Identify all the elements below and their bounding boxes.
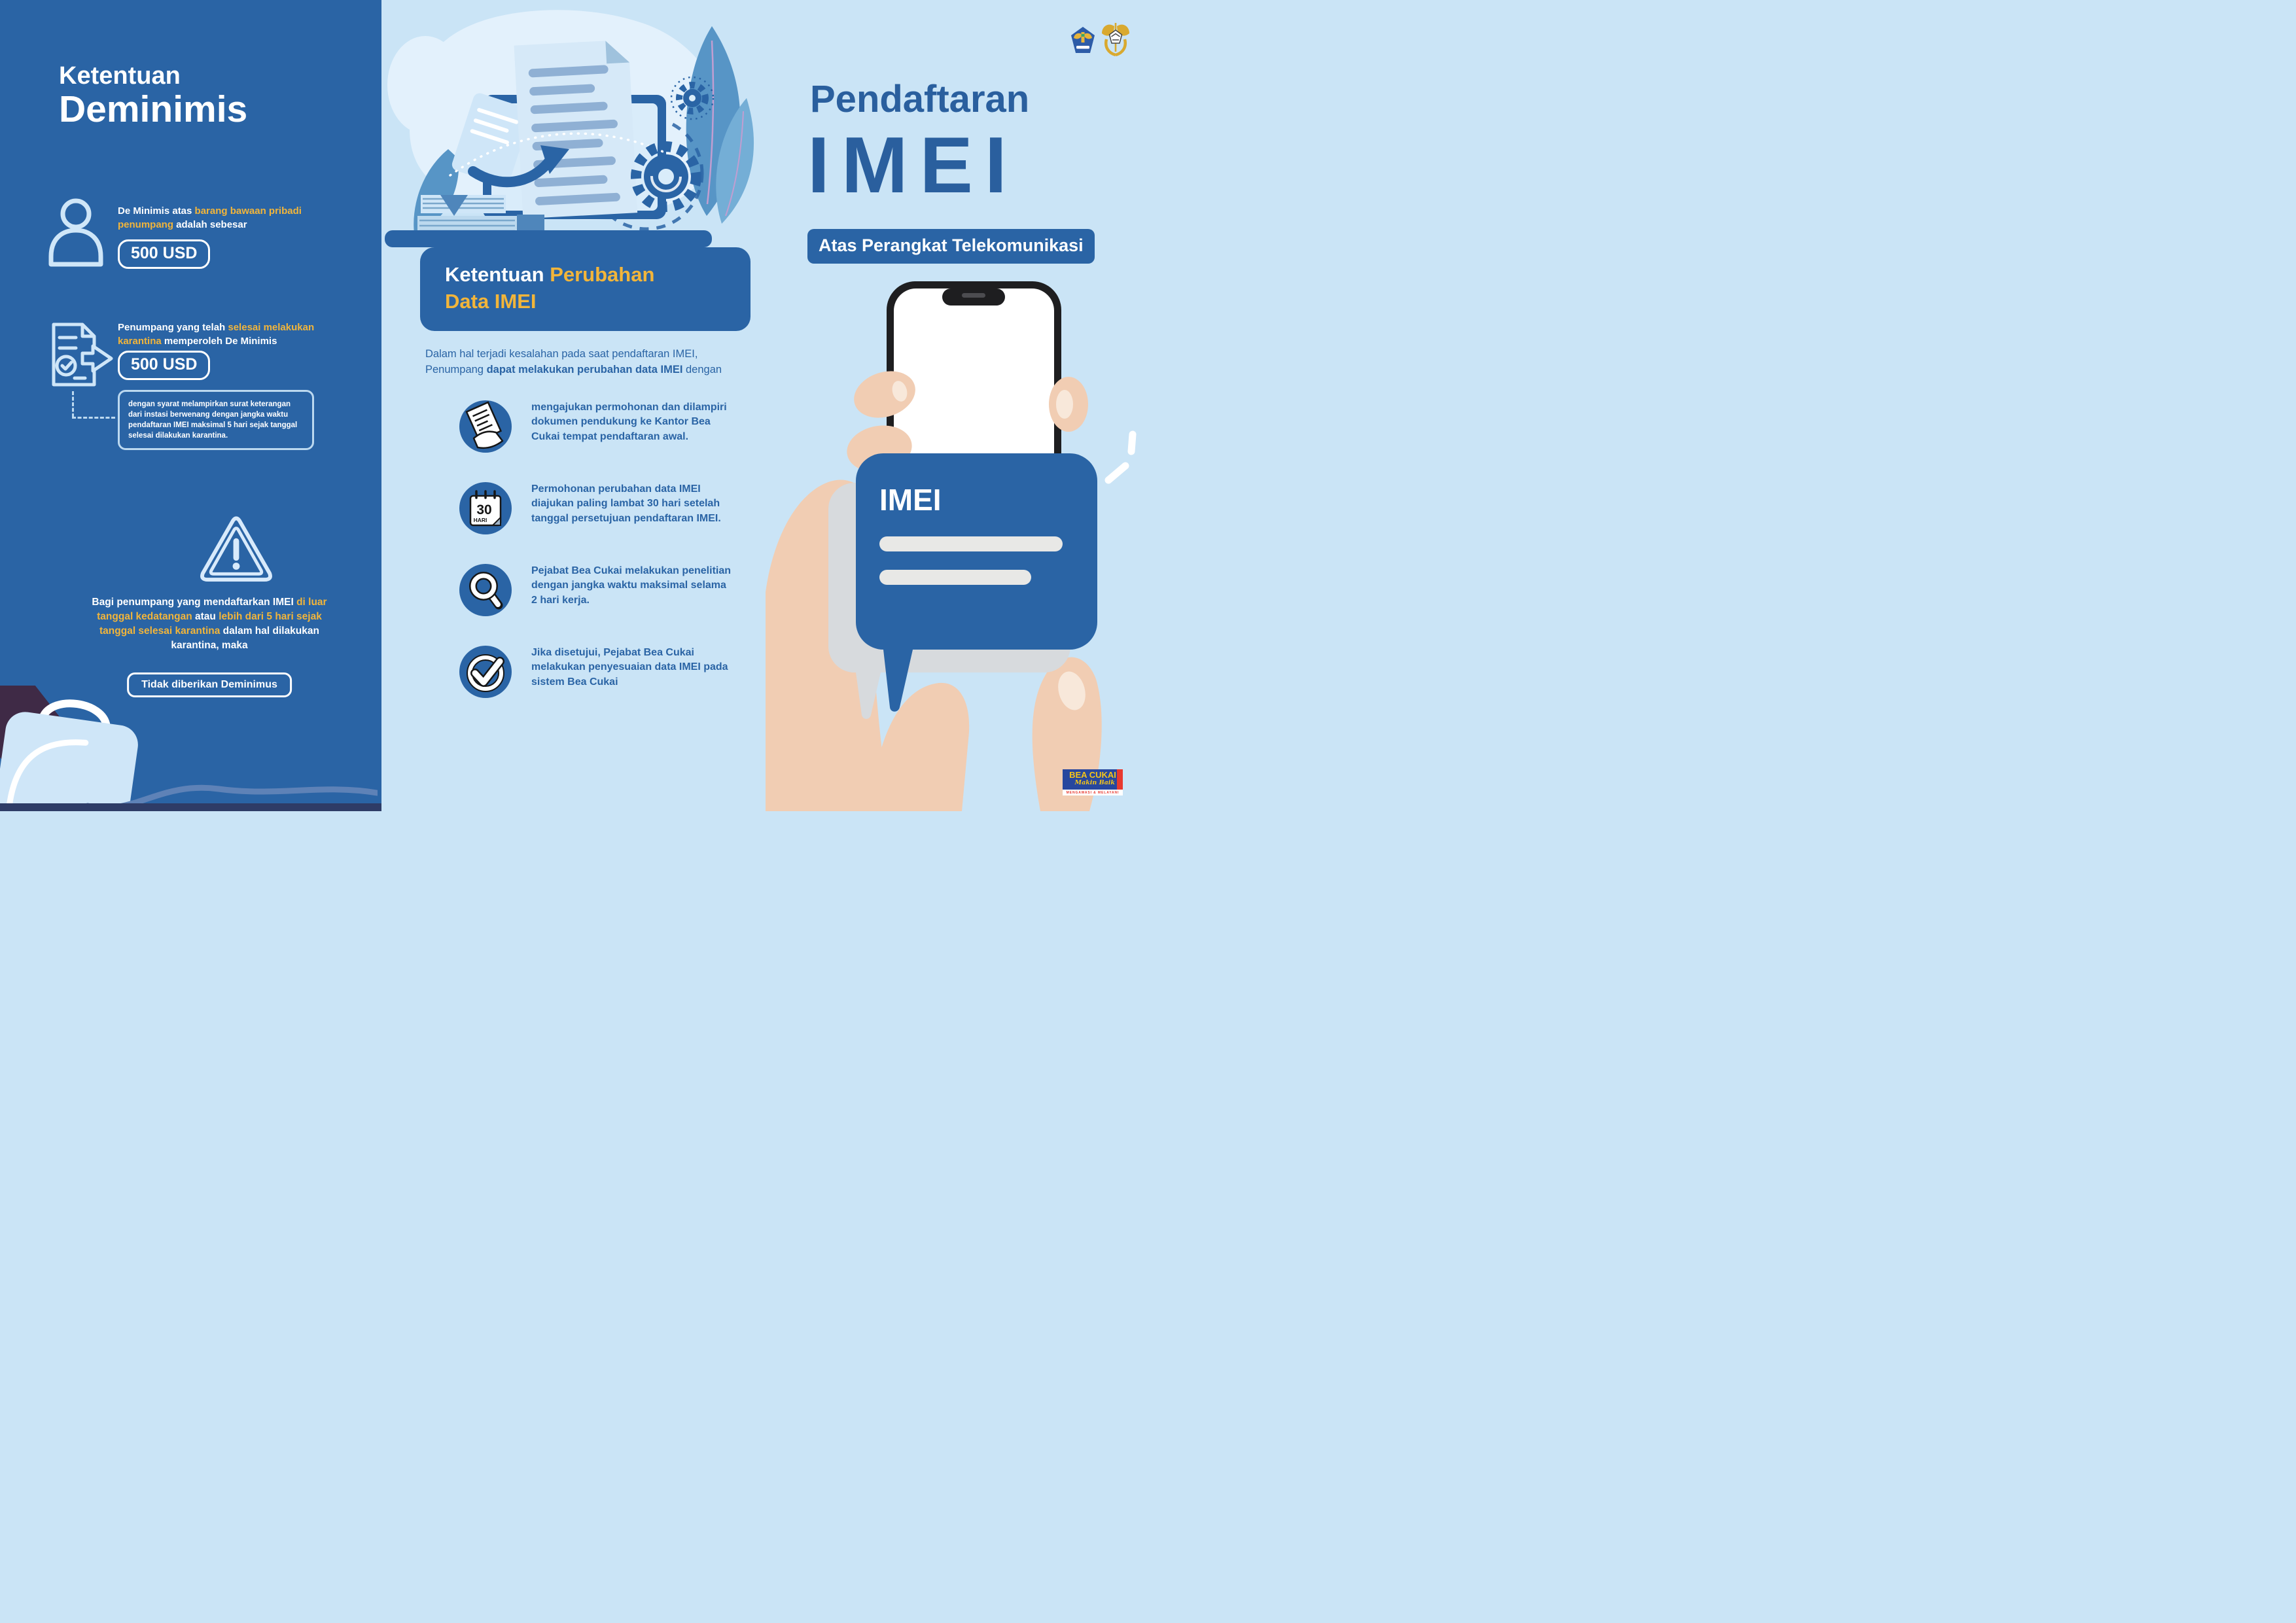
karantina-note-box: dengan syarat melampirkan surat keterangan dari instasi berwenang dengan jangka waktu pendaftaran IMEI maksimal 5 hari sejak tanggal selesai dilakukan karantina.	[118, 390, 314, 450]
calendar-number: 30	[476, 502, 492, 517]
document-hand-icon	[457, 398, 514, 455]
warning-text-part: atau	[192, 611, 219, 622]
mid-title-box	[420, 247, 751, 331]
check-icon	[457, 643, 514, 701]
mid-intro-paragraph	[425, 347, 738, 378]
item1-text-part: De Minimis atas	[118, 205, 195, 217]
mid-title-white: Ketentuan	[445, 263, 550, 286]
step-text: Jika disetujui, Pejabat Bea Cukai melakukan penyesuaian data IMEI pada sistem Bea Cukai	[531, 647, 728, 688]
mid-intro-part: Dalam hal terjadi kesalahan pada saat pendaftaran IMEI, Penumpang	[425, 348, 698, 375]
step-penelitian	[457, 561, 751, 619]
bubble-text-line	[879, 570, 1031, 585]
step-text: Permohonan perubahan data IMEI diajukan paling lambat 30 hari setelah tanggal persetujuan pendaftaran IMEI.	[531, 483, 721, 524]
item1-text-part: adalah sebesar	[173, 219, 247, 230]
mid-title-yellow: Perubahan	[550, 263, 655, 286]
phone-hand-illustration	[766, 280, 1148, 811]
warning-paragraph	[85, 595, 334, 653]
right-subtitle-badge: Atas Perangkat Telekomunikasi	[807, 229, 1095, 264]
bea-cukai-logo-tagline: Makin Baik	[1074, 779, 1115, 786]
step-penyesuaian	[457, 643, 751, 701]
deminimis-amount-badge: 500 USD	[118, 239, 210, 269]
step-permohonan	[457, 398, 751, 455]
bea-cukai-crest-logo	[1101, 22, 1131, 56]
karantina-amount-badge: 500 USD	[118, 351, 210, 380]
bea-cukai-footer-logo	[1063, 769, 1123, 795]
kemenkeu-logo	[1070, 26, 1095, 54]
left-title-line2: Deminimis	[59, 88, 248, 131]
left-panel-deminimis	[0, 0, 381, 811]
mid-intro-part: dengan	[682, 363, 722, 375]
warning-text-part: dalam hal dilakukan karantina, maka	[171, 625, 319, 651]
bea-cukai-logo-motto: MENGAWASI & MELAYANI	[1063, 790, 1123, 795]
calendar-label: HARI	[473, 517, 487, 523]
mid-intro-bold: dapat melakukan perubahan data IMEI	[486, 363, 683, 375]
no-deminimis-badge: Tidak diberikan Deminimus	[127, 672, 292, 697]
right-title-line2: IMEI	[807, 120, 1019, 209]
imei-infographic-poster	[0, 0, 1148, 811]
bea-cukai-logo-red-stripe	[1117, 769, 1123, 790]
warning-triangle-icon	[198, 514, 275, 584]
dashed-connector-vertical	[72, 391, 74, 417]
document-check-arrow-icon	[48, 322, 116, 387]
deminimis-item2-text	[118, 321, 324, 348]
item1-highlight: barang bawaan pribadi penumpang	[118, 205, 302, 230]
dashed-connector-horizontal	[72, 417, 115, 419]
person-icon	[46, 196, 106, 267]
left-title-line1: Ketentuan	[59, 62, 181, 90]
mid-title-yellow: Data IMEI	[445, 289, 537, 313]
item2-text-part: memperoleh De Minimis	[161, 336, 277, 347]
left-panel-title	[59, 63, 247, 130]
item2-text-part: Penumpang yang telah	[118, 322, 228, 333]
bea-cukai-logo-box	[1063, 769, 1123, 790]
step-text: mengajukan permohonan dan dilampiri dokumen pendukung ke Kantor Bea Cukai tempat pendaftaran awal.	[531, 402, 727, 442]
deminimis-item1-text	[118, 204, 317, 232]
warning-highlight: lebih dari 5 hari sejak tanggal selesai karantina	[99, 611, 322, 637]
suitcase-illustration	[0, 686, 378, 811]
item2-highlight: selesai melakukan karantina	[118, 322, 315, 347]
bubble-imei-label: IMEI	[879, 483, 942, 517]
warning-highlight: di luar tanggal kedatangan	[97, 597, 327, 622]
step-30-hari	[457, 480, 751, 537]
warning-text-part: Bagi penumpang yang mendaftarkan IMEI	[92, 597, 297, 608]
spark-icon	[1108, 434, 1133, 480]
bubble-text-line	[879, 536, 1063, 551]
laptop-document-illustration	[385, 0, 761, 249]
step-text: Pejabat Bea Cukai melakukan penelitian dengan jangka waktu maksimal selama 2 hari kerja.	[531, 565, 732, 606]
bea-cukai-logo-title: BEA CUKAI	[1069, 770, 1116, 780]
right-title-line1: Pendaftaran	[810, 78, 1030, 120]
calendar-30-icon	[457, 480, 514, 537]
left-footer-strip	[0, 803, 381, 811]
magnifier-icon	[457, 561, 514, 619]
